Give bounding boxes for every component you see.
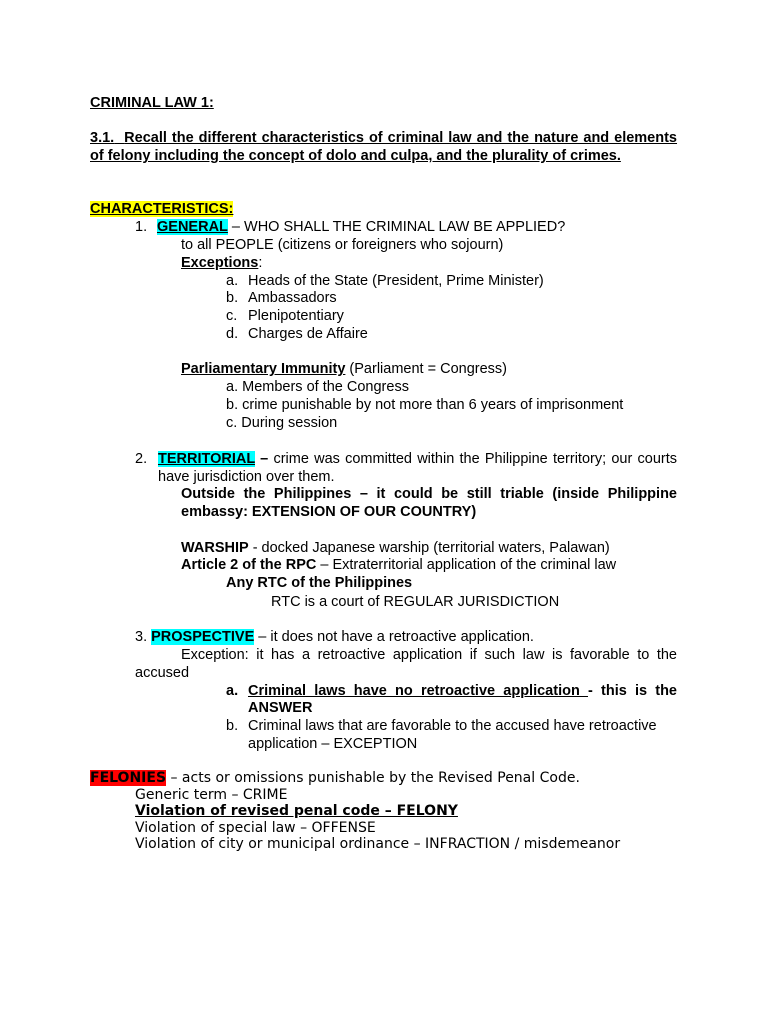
warship-line: WARSHIP - docked Japanese warship (territorial waters, Palawan) <box>181 540 610 556</box>
general-applies: to all PEOPLE (citizens or foreigners who sojourn) <box>181 237 504 253</box>
prospective-heading: 3. PROSPECTIVE – it does not have a retroactive application. <box>135 629 534 645</box>
territorial-label: TERRITORIAL <box>158 451 255 467</box>
exception-line-2: accused <box>135 665 190 681</box>
exception-item: d. Charges de Affaire <box>226 326 368 342</box>
immunity-item: b. crime punishable by not more than 6 years of imprisonment <box>226 397 624 413</box>
immunity-item: c. During session <box>226 415 338 431</box>
prospective-item-a-marker: a. <box>226 683 239 699</box>
doc-title: CRIMINAL LAW 1: <box>90 95 214 111</box>
prospective-item-b: Criminal laws that are favorable to the accused have retroactive <box>248 718 657 734</box>
objective-text: Recall the different characteristics of criminal law and the nature and elements of felony including the concept of dolo and culpa, and the plurality of crimes. <box>90 130 678 164</box>
violation-special: Violation of special law – OFFENSE <box>135 820 376 836</box>
article-line: Article 2 of the RPC – Extraterritorial application of the criminal law <box>181 557 617 573</box>
characteristics-heading: CHARACTERISTICS: <box>90 201 234 217</box>
any-rtc: Any RTC of the Philippines <box>226 575 413 591</box>
exception-item: c. Plenipotentiary <box>226 308 344 324</box>
territorial-outside: Outside the Philippines – it could be still triable (inside Philippine embassy: EXTENSION OF OUR COUNTRY) <box>181 486 677 520</box>
objective-paragraph <box>90 129 677 165</box>
exception-item: b. Ambassadors <box>226 290 337 306</box>
exception-line-1: Exception: it has a retroactive application if such law is favorable to the <box>181 647 677 663</box>
generic-term: Generic term – CRIME <box>135 787 288 803</box>
prospective-item-a-line2: ANSWER <box>248 700 313 716</box>
territorial-marker: 2. <box>135 451 148 467</box>
general-heading <box>135 218 565 236</box>
prospective-item-a: Criminal laws have no retroactive application - this is the <box>248 683 677 699</box>
exception-item: a. Heads of the State (President, Prime Minister) <box>226 273 544 289</box>
violation-ordinance: Violation of city or municipal ordinance – INFRACTION / misdemeanor <box>135 836 621 852</box>
violation-rpc: Violation of revised penal code – FELONY <box>135 803 458 819</box>
general-label: GENERAL <box>157 219 228 235</box>
felonies-line: FELONIES – acts or omissions punishable by the Revised Penal Code. <box>90 770 580 786</box>
objective-number: 3.1. <box>90 130 115 146</box>
general-rest: – WHO SHALL THE CRIMINAL LAW BE APPLIED? <box>227 219 566 235</box>
rtc-note: RTC is a court of REGULAR JURISDICTION <box>271 594 560 610</box>
prospective-item-b-marker: b. <box>226 718 239 734</box>
territorial-paragraph: TERRITORIAL – crime was committed within the Philippine territory; our courts have jurisdiction over them. <box>158 451 677 485</box>
immunity-heading: Parliamentary Immunity (Parliament = Congress) <box>181 361 507 377</box>
exceptions-heading: Exceptions: <box>181 255 263 271</box>
felonies-label: FELONIES <box>90 770 167 786</box>
immunity-item: a. Members of the Congress <box>226 379 409 395</box>
general-marker: 1. <box>135 219 148 235</box>
prospective-label: PROSPECTIVE <box>151 629 255 645</box>
prospective-item-b-line2: application – EXCEPTION <box>248 736 418 752</box>
